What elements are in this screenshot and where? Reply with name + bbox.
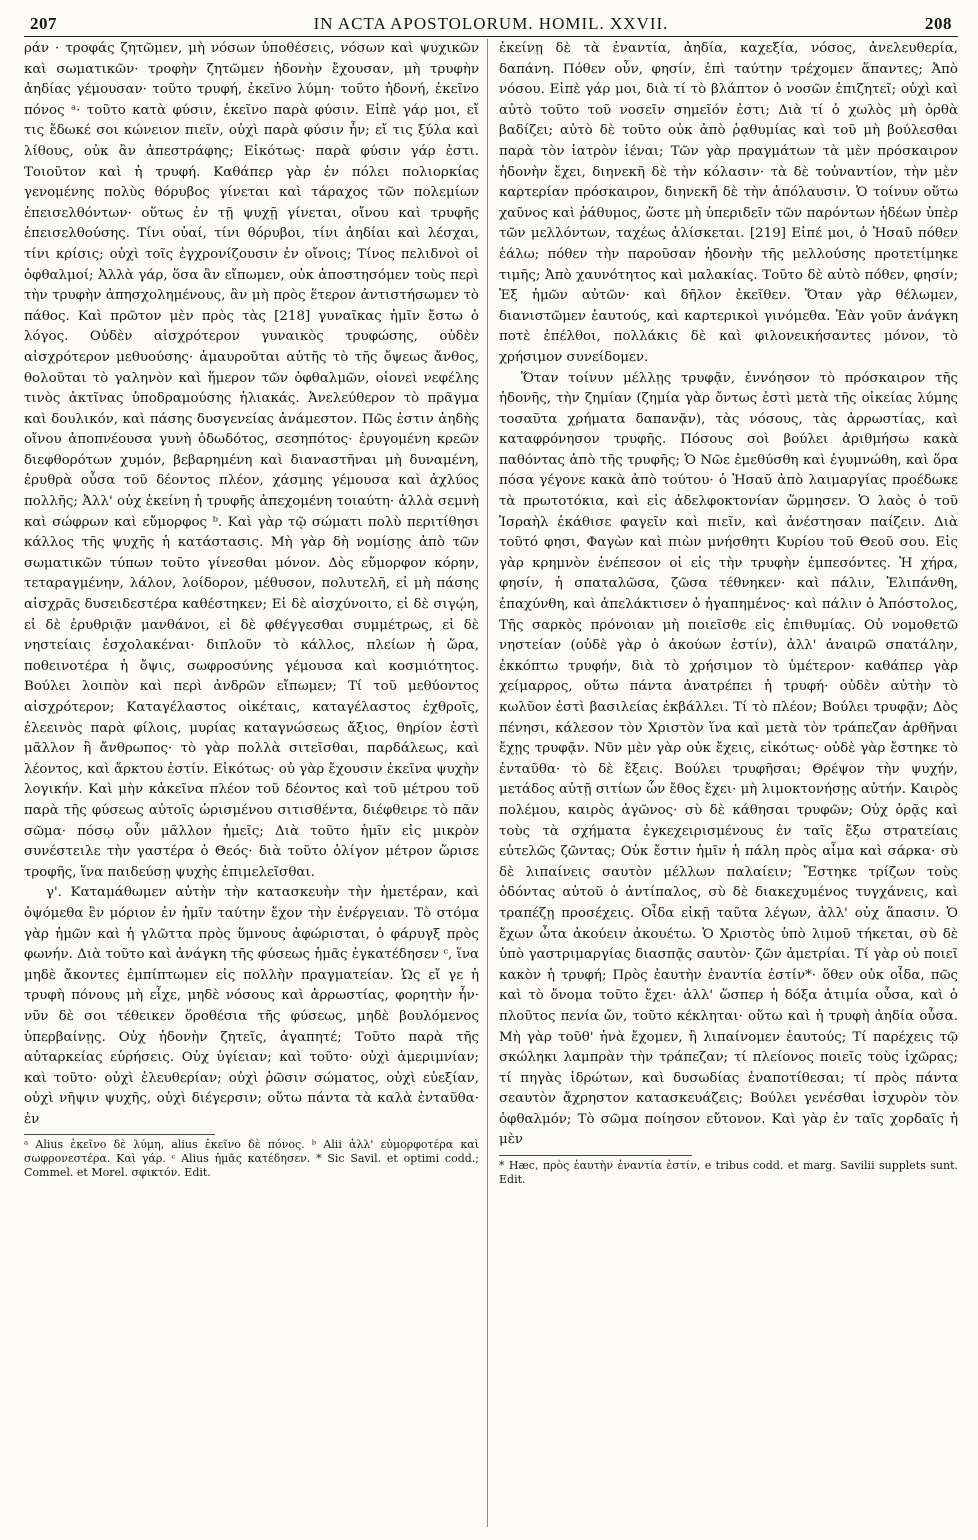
- left-column: [24, 39, 488, 1527]
- right-paragraph-2: Ὅταν τοίνυν μέλλῃς τρυφᾷν, ἐννόησον τὸ πρόσκαιρον τῆς ἡδονῆς, τὴν ζημίαν (ζημία γὰρ ὄντως ἐστὶ μετὰ τῆς οἰκείας λύμης τοσαῦτα χρήματα δαπανᾷν), τὰς νόσους, τὰς ἀρρωστίας, καὶ καταφρόνησον τρυφῆς. Πόσους σοὶ βούλει ἀριθμήσω κακὰ παθόντας ἀπὸ τῆς τρυφῆς; Ὁ Νῶε ἐμεθύσθη καὶ ἐγυμνώθη, καὶ ὅρα πόσα γέγονε κακὰ ἀπὸ τούτου· ὁ Ἠσαῦ ἀπὸ λαιμαργίας προέδωκε τὰ πρωτοτόκια, καὶ εἰς ἀδελφοκτονίαν ὥρμησεν. Ὁ λαὸς ὁ τοῦ Ἰσραὴλ ἐκάθισε φαγεῖν καὶ πιεῖν, καὶ ἀνέστησαν παίζειν. Διὰ τοῦτό φησι, Φαγὼν καὶ πιὼν μνήσθητι Κυρίου τοῦ Θεοῦ σου. Εἰς γὰρ κρημνὸν ἐνέπεσον οἱ εἰς τὴν τρυφὴν ἐμπεσόντες. Ἡ χήρα, φησίν, ἡ σπαταλῶσα, ζῶσα τέθνηκεν· καὶ πάλιν, Ἐλιπάνθη, ἐπαχύνθη, καὶ ἀπελάκτισεν ὁ ἠγαπημένος· καὶ πάλιν ὁ Ἀπόστολος, Τῆς σαρκὸς πρόνοιαν μὴ ποιεῖσθε εἰς ἐπιθυμίας. Οὐ νομοθετῶ νηστείαν (οὐδὲ γὰρ ὁ ἀκούων ἐστίν), ἀλλ' ἀναιρῶ σπατάλην, ἐκκόπτω τρυφήν, διὰ τὸ χρήσιμον τὸ ὑμέτερον· καθάπερ γὰρ χείμαρρος, οὕτω πάντα ἀνατρέπει ἡ τρυφή· οὐδὲν αὐτὴν τὸ κωλῦον ἐστὶ βασιλείας ἐκβάλλει. Τί τὸ πλέον; Βούλει τρυφᾷν; Δὸς πένησι, κάλεσον τὸν Χριστὸν ἵνα καὶ μετὰ τὸν τράπεζαν ἀρθῆναι ἔχῃς τρυφᾷν. Νῦν μὲν γὰρ οὐκ ἔχεις, εἰκότως· οὐδὲ γὰρ ἔστηκε τὸ ἐνταῦθα· τὸ δὲ ἔξεις. Βούλει τρυφῆσαι; Θρέψον τὴν ψυχήν, μετάδος αὐτῇ σιτίων ὧν ἔθος ἔχει· μὴ λιμοκτονήσῃς αὐτήν. Καιρὸς πολέμου, καιρὸς ἀγῶνος· σὺ δὲ κάθησαι τρυφῶν; Οὐχ ὁρᾷς καὶ τοὺς τὰ σχήματα ἐγκεχειρισμένους ἐν ταῖς ἔξω στρατείαις εὐτελῶς ζῶντας; Οὐκ ἔστιν ἡμῖν ἡ πάλη πρὸς αἷμα καὶ σάρκα· σὺ δὲ λιπαίνεις σαυτὸν μέλλων παλαίειν; Ἔστηκε τρίζων τοὺς ὀδόντας αὐτοῦ ὁ ἀντίπαλος, σὺ δὲ διακεχυμένος τυγχάνεις, καὶ τραπέζῃ προσέχεις. Οἶδα εἰκῇ ταῦτα λέγων, ἀλλ' οὐχ ἅπασιν. Ὁ ἔχων ὦτα ἀκούειν ἀκουέτω. Ὁ Χριστὸς ὑπὸ λιμοῦ τήκεται, σὺ δὲ ὑπὸ γαστριμαργίας διασπᾷς σαυτὸν· ζῶν ἀμετρίαι. Τί γὰρ οὐ ποιεῖ κακὸν ἡ τρυφή; Πρὸς ἑαυτὴν ἐναντία ἐστίν*· ὅθεν οὐκ οἶδα, πῶς καὶ τὸ ὄνομα τοῦτο ἔχει· ἀλλ' ὥσπερ ἡ δόξα ἀτιμία οὖσα, καὶ ὁ πλοῦτος πενία ὤν, τοῦτο κέκληται· οὕτω καὶ ἡ τρυφὴ ἀηδία οὖσα. Μὴ γὰρ τοῦθ' ἡνὰ ἔχομεν, ἢ λιπαίνομεν ἑαυτούς; Τί παρέχεις τῷ σκώληκι λαμπρὰν τὴν τράπεζαν; τί πλείονος ποιεῖς τοὺς ἰχῶρας; τί πηγὰς ἱδρώτων, καὶ δυσωδίας ἐναποτίθεσαι; τί πρὸς πάντα σεαυτὸν ἄχρηστον κατασκευάζεις; Βούλει γενέσθαι ἰσχυρὸν τὸν ὀφθαλμόν; Τὸ σῶμα ποίησον εὔτονον. Καὶ γὰρ ἐν ταῖς χορδαῖς ἡ μὲν: [499, 370, 958, 1148]
- left-paragraph-1: ράν · τροφάς ζητῶμεν, μὴ νόσων ὑποθέσεις, νόσων καὶ ψυχικῶν καὶ σωματικῶν· τροφὴν ζητῶμεν ἡδονὴν ἔχουσαν, μὴ τρυφὴν ἀηδίας γέμουσαν· τοῦτο τρυφή, ἐκεῖνο λύμη· τοῦτο ἡδονή, ἐκεῖνο πόνος ᵃ· τοῦτο κατὰ φύσιν, ἐκεῖνο παρὰ φύσιν. Εἰπὲ γάρ μοι, εἴ τις ἔδωκέ σοι κώνειον πιεῖν, οὐχὶ παρὰ φύσιν ἦν; εἴ τις ξύλα καὶ λίθους, οὐκ ἂν ἀπεστράφης; Εἰκότως· παρὰ φύσιν γάρ ἐστι. Τοιοῦτον καὶ ἡ τρυφή. Καθάπερ γὰρ ἐν πόλει πολιορκίας γενομένης πολὺς θόρυβος γίνεται καὶ τάραχος τῶν πολεμίων ἐπεισελθόντων· οὕτως ἐν τῇ ψυχῇ γίνεται, οἴνου καὶ τρυφῆς ἐπεισελθούσης. Τίνι οὐαί, τίνι θόρυβοι, τίνι ἀηδίαι καὶ λέσχαι, τίνι κρίσις; οὐχὶ τοῖς ἐγχρονίζουσιν ἐν οἴνοις; Τίνος πελιδνοὶ οἱ ὀφθαλμοί; Ἀλλὰ γάρ, ὅσα ἂν εἴπωμεν, οὐκ ἀποστησόμεν τοὺς περὶ τὴν τρυφὴν ἀπησχολημένους, ἂν μὴ πρὸς ἕτερον ἀντιστήσωμεν τὸ πάθος. Καὶ πρῶτον μὲν πρὸς τὰς [218] γυναῖκας ἡμῖν ἔστω ὁ λόγος. Οὐδὲν αἰσχρότερον γυναικὸς τρυφώσης, οὐδὲν αἰσχρότερον μεθυούσης· ἀμαυροῦται αὐτῆς τὸ τῆς ὄψεως ἄνθος, θολοῦται τὸ γαληνὸν καὶ ἥμερον τῶν ὀφθαλμῶν, οἱονεὶ νεφέλης τινὸς ἀκτῖνας ὑποδραμούσης ἡλιακάς. Ἀνελεύθερον τὸ πρᾶγμα καὶ δουλικόν, καὶ πάσης δυσγενείας ἀνάμεστον. Πῶς ἐστιν ἀηδὴς οἴνου ἀποπνέουσα γυνὴ ὀδωδότος, σεσηπότος· ἐρυγομένη κρεῶν διεφθορότων χυμόν, βεβαρημένη καὶ διαναστῆναι μὴ δυναμένη, ἐρυθρὰ οὖσα τοῦ δέοντος πλέον, χάσμης γέμουσα καὶ ἀχλύος πολλῆς; Ἀλλ' οὐχ ἐκείνη ἡ τρυφῆς ἀπεχομένη τοιαύτη· ἀλλὰ σεμνὴ καὶ σώφρων καὶ εὔμορφος ᵇ. Καὶ γὰρ τῷ σώματι πολὺ περιτίθησι κάλλος τῆς ψυχῆς ἡ κατάστασις. Μὴ γὰρ δὴ νομίσῃς ἀπὸ τῶν σωματικῶν τύπων τοῦτο γίνεσθαι μόνον. Δὸς εὔμορφον κόρην, τεταραγμένην, λάλον, λοίδορον, μέθυσον, πολυτελῆ, εἰ μὴ πάσης αἰσχρᾶς δυσειδεστέρα καθέστηκεν; Εἰ δὲ αἰσχύνοιτο, εἰ δὲ σιγῴη, εἰ δὲ ἐρυθριᾷν μανθάνοι, εἰ δὲ φθέγγεσθαι συμμέτρως, εἰ δὲ νηστείαις ἐσχολακέναι· διπλοῦν τὸ κάλλος, πλείων ἡ ὥρα, ποθεινοτέρα ἡ ὄψις, σωφροσύνης γέμουσα καὶ κοσμιότητος. Βούλει λοιπὸν καὶ περὶ ἀνδρῶν εἴπωμεν; Τί τοῦ μεθύοντος αἰσχρότερον; Καταγέλαστος οἰκέταις, καταγέλαστος ἐχθροῖς, ἐλεεινὸς παρὰ φίλοις, μυρίας καταγνώσεως ἄξιος, θηρίον ἐστὶ μᾶλλον ἢ ἄνθρωπος· τὸ γὰρ πολλὰ σιτεῖσθαι, παρδάλεως, καὶ λέοντος, καὶ ἄρκτου ἐστίν. Εἰκότως· οὐ γὰρ ἔχουσιν ἐκεῖνα ψυχὴν λογικήν. Καὶ μὴν κἀκεῖνα πλέον τοῦ δέοντος καὶ τοῦ μέτρου τοῦ παρὰ τῆς φύσεως αὐτοῖς ὡρισμένου σιτισθέντα, διέφθειρε τὸ πᾶν σῶμα· πόσῳ οὖν μᾶλλον ἡμεῖς; Διὰ τοῦτο ἡμῖν εἰς μικρὸν συνέστειλε τὴν γαστέρα ὁ Θεός· διὰ τοῦτο ὀλίγον μέτρον ὥρισε τροφῆς, ἵνα παιδεύσῃ ψυχὴς ἐπιμελεῖσθαι.: [24, 41, 479, 880]
- left-footnotes: ᵃ Alius ἐκεῖνο δὲ λύμη, alius ἐκεῖνο δὲ πόνος. ᵇ Alii ἀλλ' εὐμορφοτέρα καὶ σωφρονεστέρα. Καὶ γάρ. ᶜ Alius ἡμᾶς κατέδησεν. * Sic Savil. et optimi codd.; Commel. et Morel. σφικτόν. Edit.: [24, 1138, 479, 1180]
- footnote-rule: [24, 1134, 215, 1135]
- footnote-rule: [499, 1155, 692, 1156]
- text-columns: [24, 39, 958, 1527]
- right-footnotes: * Hæc, πρὸς ἑαυτὴν ἐναντία ἐστίν, e tribus codd. et marg. Savilii supplets sunt. Edit.: [499, 1159, 958, 1187]
- right-column: [495, 39, 958, 1527]
- right-paragraph-1: ἐκείνῃ δὲ τὰ ἐναντία, ἀηδία, καχεξία, νόσος, ἀνελευθερία, δαπάνη. Πόθεν οὖν, φησίν, ἐπὶ ταύτην τρέχομεν ἅπαντες; Ἀπὸ νόσου. Εἰπὲ γάρ μοι, διὰ τί τὸ βλάπτον ὁ νοσῶν ἐπιζητεῖ; οὐχὶ καὶ αὐτὸ τοῦτο τοῦ νοσεῖν σημεῖόν ἐστι; Διὰ τί ὁ χωλὸς μὴ ὀρθὰ βαδίζει; αὐτὸ δὲ τοῦτο οὐκ ἀπὸ ῥᾳθυμίας καὶ τοῦ μὴ βούλεσθαι παρὰ τὸν ἰατρὸν ἰέναι; Τῶν γὰρ πραγμάτων τὰ μὲν πρόσκαιρον ἡδονὴν ἔχει, διηνεκῆ δὲ τὴν κόλασιν· τὰ δὲ τοὐναντίον, τὴν μὲν καρτερίαν πρόσκαιρον, διηνεκῆ δὲ τὴν ἀπόλαυσιν. Ὁ τοίνυν οὕτω χαῦνος καὶ ῥάθυμος, ὥστε μὴ ὑπεριδεῖν τῶν παρόντων ἡδέων ὑπὲρ τῶν μελλόντων, ταχέως ἁλίσκεται. [219] Εἰπέ μοι, ὁ Ἠσαῦ πόθεν ἑάλω; πόθεν τὴν παροῦσαν ἡδονὴν τῆς μελλούσης προτετίμηκε τιμῆς; Ἀπὸ χαυνότητος καὶ μαλακίας. Τοῦτο δὲ αὐτὸ πόθεν, φησίν; Ἐξ ἡμῶν αὐτῶν· καὶ δῆλον ἐκεῖθεν. Ὅταν γὰρ θέλωμεν, διανιστῶμεν ἑαυτούς, καὶ καρτερικοὶ γινόμεθα. Ἐὰν γοῦν ἀνάγκη ποτὲ ἐπέλθοι, πολλάκις δὲ καὶ φιλονεικήσαντες μόνον, τὸ χρήσιμον συνείδομεν.: [499, 41, 958, 365]
- page-number-right: 208: [925, 14, 952, 33]
- page-number-left: 207: [30, 14, 57, 33]
- left-paragraph-2: γ'. Καταμάθωμεν αὐτὴν τὴν κατασκευὴν τὴν ἡμετέραν, καὶ ὀψόμεθα ἓν μόριον ἐν ἡμῖν ταύτην ἔχον τὴν ἐνέργειαν. Τὸ στόμα γὰρ ἡμῶν καὶ ἡ γλῶττα πρὸς ὕμνους ἀφώρισται, ὁ φάρυγξ πρὸς φωνήν. Διὰ τοῦτο καὶ ἀνάγκη τῆς φύσεως ἡμᾶς ἐγκατέδησεν ᶜ, ἵνα μηδὲ ἄκοντες ἐμπίπτωμεν εἰς πολλὴν πραγματείαν. Ὡς εἴ γε ἡ τρυφὴ πόνους μὴ εἶχε, μηδὲ νόσους καὶ ἀρρωστίας, φορητὴν ἦν· νῦν δὲ σοι τέθεικεν ὅροθέσια τῆς φύσεως, μηδὲ βουλόμενος ὑπερβαίνῃς. Οὐχ ἡδονὴν ζητεῖς, ἀγαπητέ; Τοῦτο παρὰ τῆς αὐταρκείας εὑρήσεις. Οὐχ ὑγίειαν; καὶ τοῦτο· οὐχὶ ἀμεριμνίαν; καὶ τοῦτο· οὐχὶ ἐλευθερίαν; οὐχὶ ῥῶσιν σώματος, οὐχὶ εὐεξίαν, οὐχὶ νῆψιν ψυχῆς, οὐχὶ διέγερσιν; οὕτω πάντα τὰ καλὰ ἐνταῦθα· ἐν: [24, 885, 479, 1127]
- running-header: [24, 10, 958, 37]
- running-title: IN ACTA APOSTOLORUM. HOMIL. XXVII.: [313, 14, 669, 33]
